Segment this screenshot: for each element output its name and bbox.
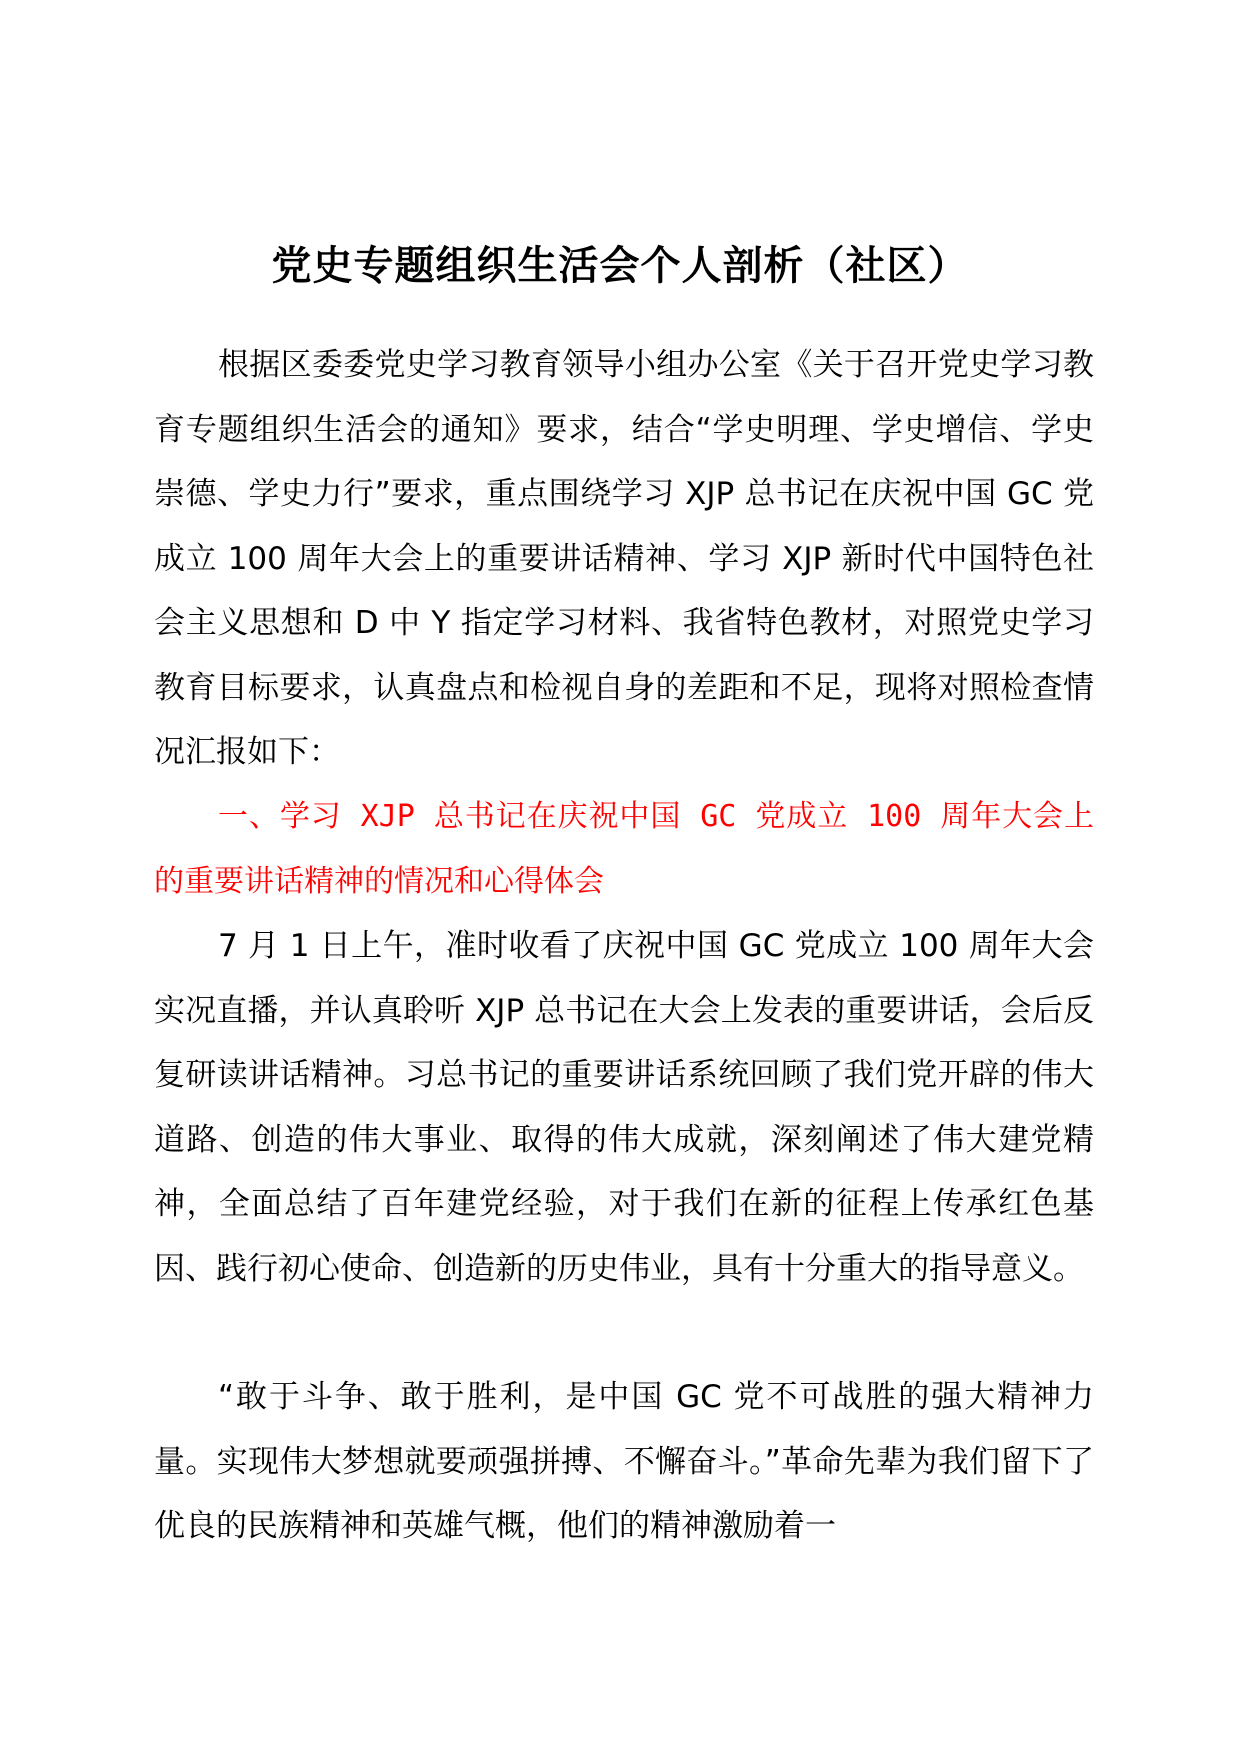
section-heading-1: 一、学习 XJP 总书记在庆祝中国 GC 党成立 100 周年大会上的重要讲话精神的情况和心得体会 <box>154 799 1094 899</box>
document-title: 党史专题组织生活会个人剖析（社区） <box>271 243 969 289</box>
paragraph-intro: 根据区委委党史学习教育领导小组办公室《关于召开党史学习教育专题组织生活会的通知》要求，结合“学史明理、学史增信、学史崇德、学史力行”要求，重点围绕学习 XJP 总书记在庆祝中国 GC 党成立 100 周年大会上的重要讲话精神、学习 XJP 新时代中国特色社会主义思想和 D 中 Y 指定学习材料、我省特色教材，对照党史学习教育目标要求，认真盘点和检视自身的差距和不足，现将对照检查情况汇报如下： <box>154 347 1094 770</box>
paragraph-quote: “敢于斗争、敢于胜利，是中国 GC 党不可战胜的强大精神力量。实现伟大梦想就要顽强拼搏、不懈奋斗。”革命先辈为我们留下了优良的民族精神和英雄气概，他们的精神激励着一 <box>154 1379 1094 1544</box>
paragraph-section-1-body: 7 月 1 日上午，准时收看了庆祝中国 GC 党成立 100 周年大会实况直播，并认真聆听 XJP 总书记在大会上发表的重要讲话，会后反复研读讲话精神。习总书记的重要讲话系统回顾了我们党开辟的伟大道路、创造的伟大事业、取得的伟大成就，深刻阐述了伟大建党精神，全面总结了百年建党经验，对于我们在新的征程上传承红色基因、践行初心使命、创造新的历史伟业，具有十分重大的指导意义。 <box>154 928 1094 1287</box>
